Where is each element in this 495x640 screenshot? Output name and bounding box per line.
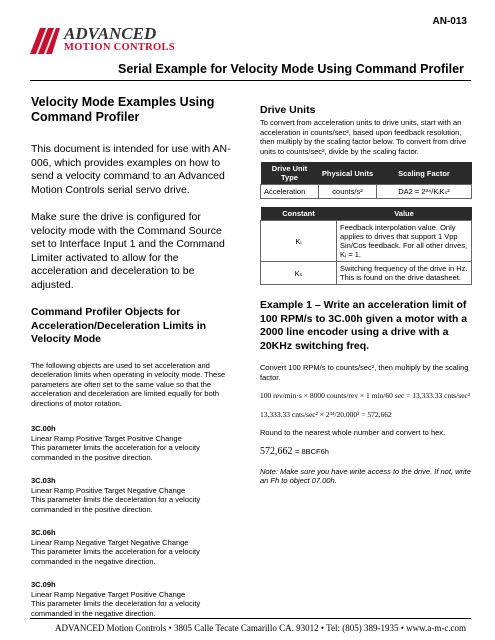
table-row	[261, 262, 472, 285]
table-row	[261, 185, 472, 199]
table-header: Constant	[261, 207, 337, 221]
company-logo	[30, 24, 190, 56]
object-name: Linear Ramp Positive Target Positive Change	[31, 433, 182, 443]
intro-paragraph: This document is intended for use with AN-006, which provides examples on how to send a velocity command to an Advanced Motion Controls serial servo drive.	[31, 143, 231, 196]
table-cell: Kᵢ	[261, 221, 337, 262]
example-text: Convert 100 RPM/s to counts/sec², then multiply by the scaling factor.	[260, 363, 469, 382]
object-entry	[31, 476, 231, 514]
object-name: Linear Ramp Negative Target Negative Change	[31, 537, 189, 547]
table-header: Value	[337, 207, 472, 221]
table-cell: DA2 = 2³⁴/KᵢKₛ²	[377, 185, 472, 199]
table-cell: counts/s²	[319, 185, 377, 199]
equation-2: 13,333.33 cnts/sec² × 2³⁴/20,000² = 572,662	[260, 410, 392, 419]
table-header: Physical Units	[319, 162, 377, 185]
equation-1: 100 rev/min·s × 8000 counts/rev × 1 min/60 sec = 13,333.33 cnts/sec²	[260, 391, 471, 400]
object-desc: This parameter limits the deceleration for a velocity	[31, 495, 201, 504]
object-id: 3C.06h	[31, 528, 56, 537]
footer-rule	[30, 618, 471, 619]
table-cell: Kₛ	[261, 262, 337, 285]
table-cell: Switching frequency of the drive in Hz. This is found on the drive datasheet.	[337, 262, 472, 285]
equation-3	[260, 446, 472, 457]
object-desc: commanded in the negative direction.	[31, 556, 156, 566]
table-cell: Feedback interpolation value. Only applies to drives that support 1 Vpp Sin/Cos feedback. For all other drives, Kᵢ = 1.	[337, 221, 472, 262]
page-title: Serial Example for Velocity Mode Using Command Profiler	[118, 62, 464, 76]
object-desc: This parameter limits the acceleration for a velocity	[31, 547, 200, 556]
object-id: 3C.00h	[31, 424, 56, 433]
object-desc: This parameter limits the acceleration for a velocity	[31, 443, 200, 452]
object-desc: commanded in the positive direction.	[31, 452, 153, 462]
left-column	[31, 95, 231, 632]
table-header: Drive Unit Type	[261, 162, 319, 185]
drive-units-text: To convert from acceleration units to drive units, start with an acceleration in counts/sec², based upon feedback resolution, then multiply by the scaling factor below. To convert from drive units to counts/sec², divide by the scaling factor.	[260, 118, 467, 156]
table-header-row	[261, 162, 472, 185]
object-id: 3C.09h	[31, 580, 56, 589]
object-entry	[31, 528, 231, 566]
document-number: AN-013	[432, 16, 467, 27]
section-heading: Velocity Mode Examples Using Command Profiler	[31, 95, 215, 124]
objects-intro: The following objects are used to set acceleration and deceleration limits when operating in velocity mode. These parameters are often set to the same value so that the acceleration and deceleration are limited equally for both directions of motor rotation.	[31, 360, 226, 408]
object-entry	[31, 580, 231, 618]
example-heading: Example 1 – Write an acceleration limit of 100 RPM/s to 3C.00h given a motor with a 2000 line encoder using a drive with a 20KHz switching freq.	[260, 299, 468, 352]
constants-table	[260, 207, 472, 285]
equation-3-hex: = 8BCF6h	[295, 446, 329, 456]
object-desc: commanded in the positive direction.	[31, 504, 153, 514]
table-cell: Acceleration	[261, 185, 319, 199]
object-desc: commanded in the negative direction.	[31, 608, 156, 618]
note-text: Note: Make sure you have write access to the drive. If not, write an Fh to object 07.00h.	[260, 466, 471, 485]
round-text: Round to the nearest whole number and convert to hex.	[260, 428, 446, 437]
scaling-table	[260, 162, 472, 199]
object-entry	[31, 424, 231, 462]
table-row	[261, 221, 472, 262]
footer-text: ADVANCED Motion Controls • 3805 Calle Tecate Camarillo CA. 93012 • Tel: (805) 389-1935 • www.a-m-c.com	[55, 623, 467, 633]
right-column	[260, 104, 472, 486]
object-id: 3C.03h	[31, 476, 56, 485]
equation-3-value: 572,662	[260, 445, 293, 457]
object-name: Linear Ramp Negative Target Positive Change	[31, 589, 186, 599]
drive-units-heading: Drive Units	[260, 104, 316, 116]
config-paragraph: Make sure the drive is configured for velocity mode with the Command Source set to Interface Input 1 and the Command Limiter activated to allow for the acceleration and deceleration to be adjusted.	[31, 211, 225, 291]
objects-heading: Command Profiler Objects for Acceleration/Deceleration Limits in Velocity Mode	[31, 306, 207, 345]
logo-text-top: ADVANCED	[64, 24, 157, 43]
object-desc: This parameter limits the deceleration for a velocity	[31, 599, 201, 608]
table-header: Scaling Factor	[377, 162, 472, 185]
logo-text-bottom: MOTION CONTROLS	[64, 42, 175, 53]
table-header-row	[261, 207, 472, 221]
header-rule	[30, 80, 471, 81]
object-name: Linear Ramp Positive Target Negative Change	[31, 485, 186, 495]
